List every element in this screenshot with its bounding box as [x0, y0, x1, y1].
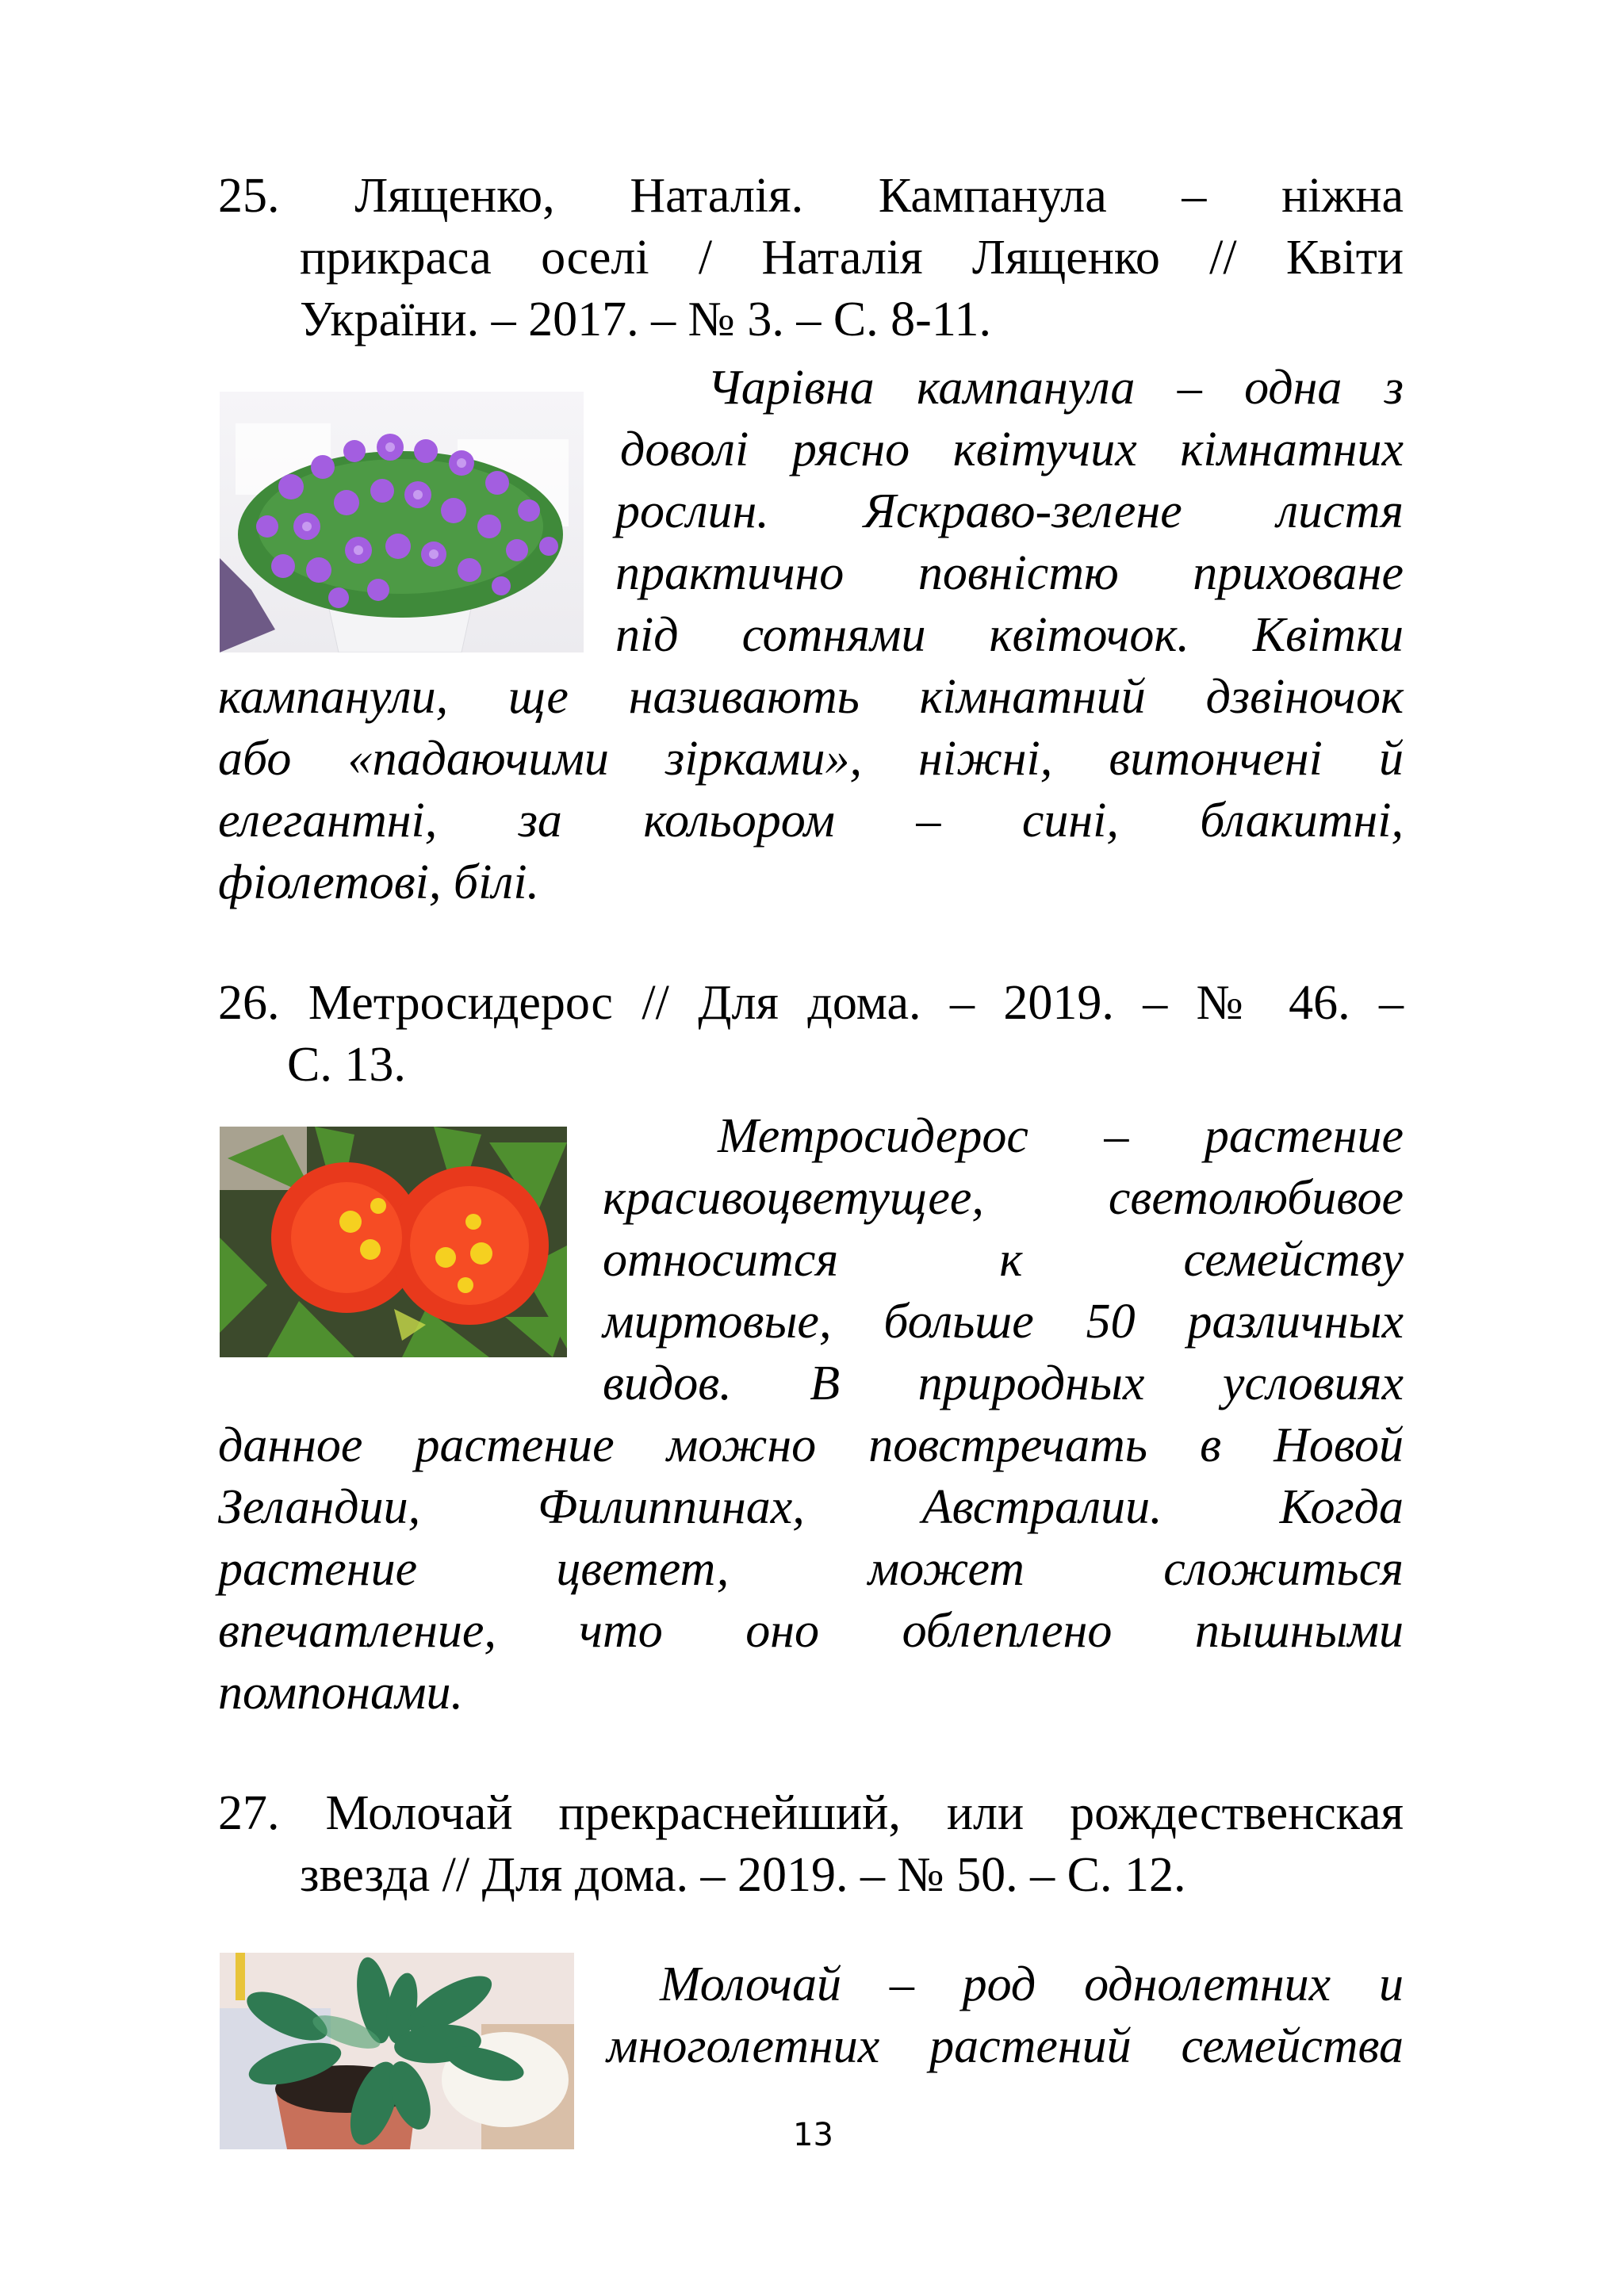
annotation-line: рослин. Яскраво-зелене листя	[615, 484, 1404, 538]
annotation-line	[628, 357, 1404, 419]
annotation-line	[628, 1954, 1404, 2015]
annotation-text: Молочай – род однолетних и	[660, 1957, 1404, 2011]
annotation-line: относится к семейству	[603, 1233, 1404, 1287]
euphorbia-photo	[220, 1953, 574, 2149]
annotation-line: або «падаючими зірками», ніжні, витончені й	[218, 732, 1404, 786]
annotation-line: практично повністю приховане	[615, 546, 1404, 600]
metrosideros-photo-icon	[220, 1127, 567, 1357]
campanula-photo-icon	[220, 392, 584, 652]
citation-line	[218, 165, 1404, 227]
citation-text: Молочай прекраснейший, или рождественская	[325, 1786, 1404, 1840]
annotation-line: данное растение можно повстречать в Новой	[218, 1418, 1404, 1472]
euphorbia-photo-icon	[220, 1953, 574, 2149]
citation-text: Метросидерос // Для дома. – 2019. – № 46. –	[308, 976, 1404, 1030]
annotation-text: Чарівна кампанула – одна з	[707, 361, 1404, 415]
annotation-line: помпонами.	[218, 1666, 464, 1720]
entry-number: 26.	[218, 976, 280, 1030]
citation-line	[218, 1782, 1404, 1844]
annotation-line: Зеландии, Филиппинах, Австралии. Когда	[218, 1480, 1404, 1534]
annotation-line: видов. В природных условиях	[603, 1357, 1404, 1410]
page-number: 13	[793, 2117, 833, 2153]
annotation-line: фіолетові, білі.	[218, 855, 540, 909]
citation-line: звезда // Для дома. – 2019. – № 50. – С. 12.	[300, 1848, 1186, 1902]
citation-line: України. – 2017. – № 3. – С. 8-11.	[300, 293, 992, 346]
annotation-line	[611, 1105, 1404, 1167]
entry-number: 25.	[218, 169, 280, 223]
annotation-line: кампанули, ще називають кімнатний дзвіночок	[218, 670, 1404, 724]
citation-text: Лященко, Наталія. Кампанула – ніжна	[354, 169, 1404, 223]
campanula-photo	[220, 392, 584, 652]
annotation-line: миртовые, больше 50 различных	[603, 1295, 1404, 1349]
citation-line: С. 13.	[287, 1038, 406, 1092]
annotation-line: растение цветет, может сложиться	[218, 1542, 1404, 1596]
annotation-line: впечатление, что оно облеплено пышными	[218, 1604, 1404, 1658]
annotation-line: красивоцветущее, светолюбивое	[603, 1171, 1404, 1225]
annotation-text: Метросидерос – растение	[718, 1109, 1404, 1163]
metrosideros-photo	[220, 1127, 567, 1357]
entry-number: 27.	[218, 1786, 280, 1840]
annotation-line: доволі рясно квітучих кімнатних	[620, 423, 1404, 476]
annotation-line: елегантні, за кольором – сині, блакитні,	[218, 794, 1404, 848]
annotation-line: многолетних растений семейства	[607, 2019, 1404, 2073]
citation-line: прикраса оселі / Наталія Лященко // Квіти	[300, 231, 1404, 285]
citation-line	[218, 972, 1404, 1034]
annotation-line: під сотнями квіточок. Квітки	[615, 608, 1404, 662]
